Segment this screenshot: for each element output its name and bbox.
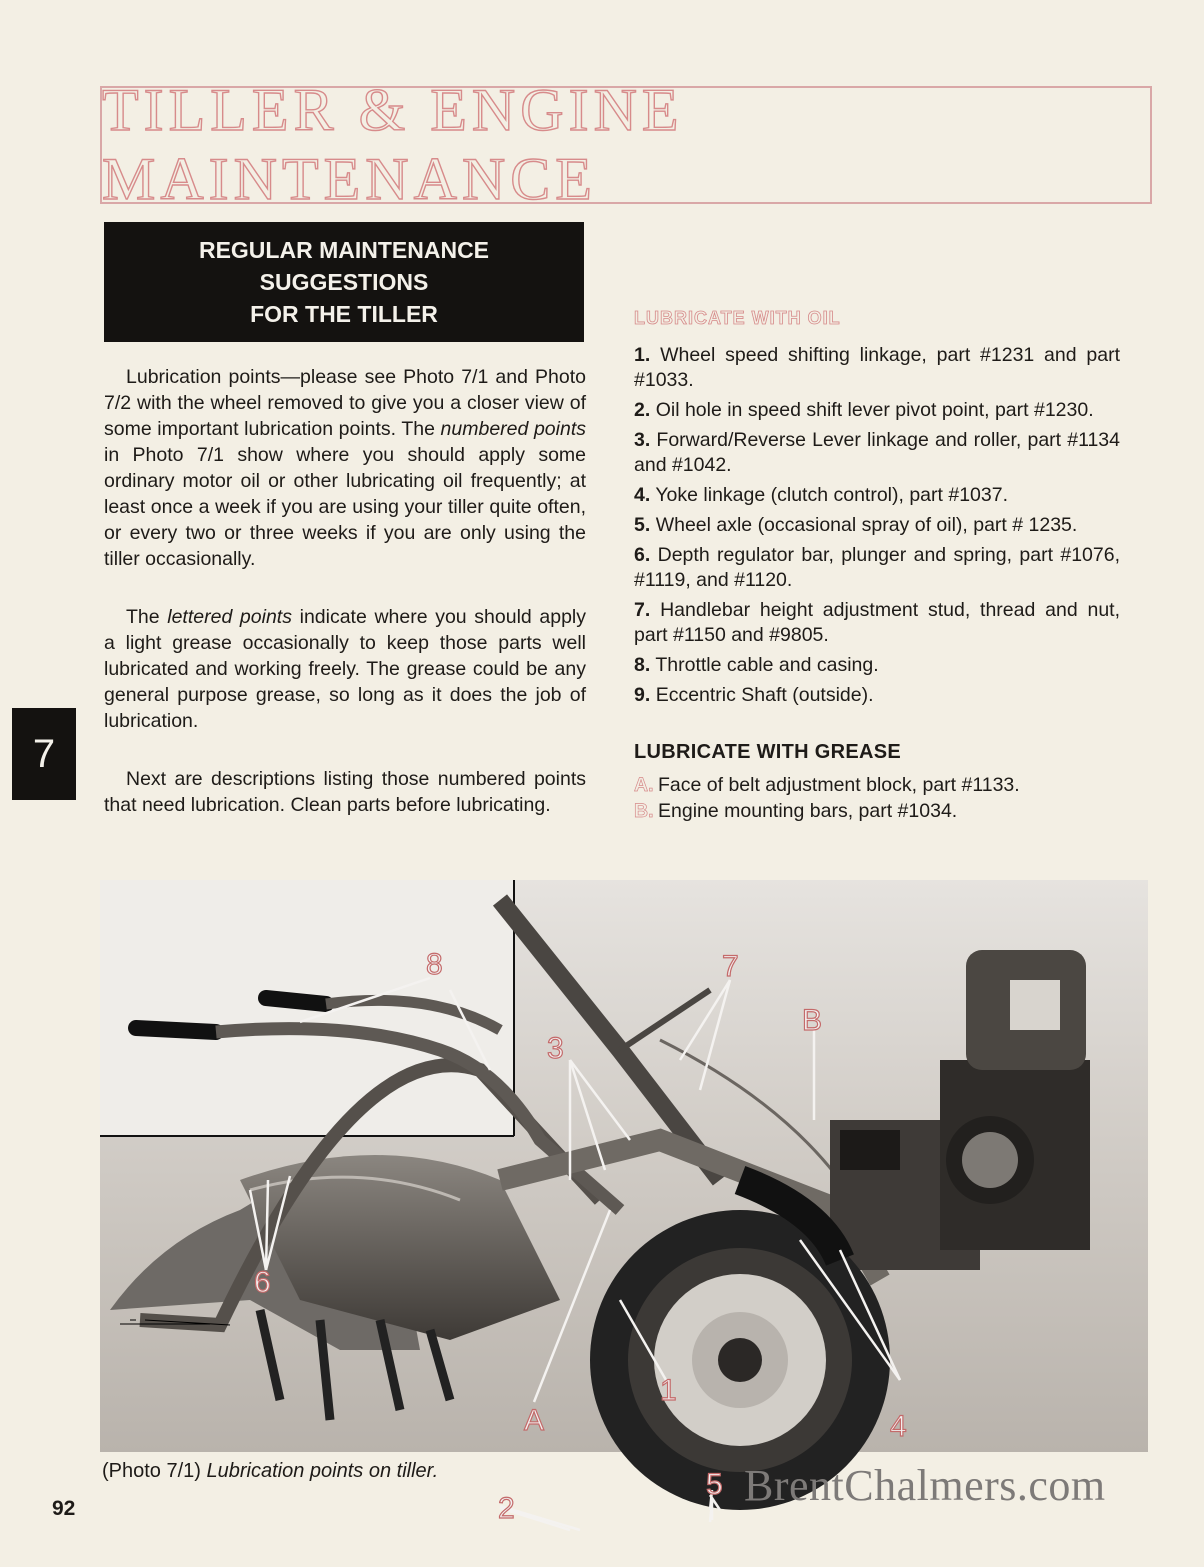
grease-list: [634, 773, 1120, 824]
oil-item-number: 3.: [634, 429, 651, 451]
caption-prefix: (Photo 7/1): [102, 1460, 207, 1482]
oil-item-text: Eccentric Shaft (outside).: [655, 684, 874, 706]
paragraph-2-em: lettered points: [167, 606, 292, 628]
grease-item-letter: A.: [634, 774, 654, 796]
section-heading-box: [104, 222, 584, 342]
oil-heading: LUBRICATE WITH OIL: [634, 308, 841, 328]
oil-item-text: Oil hole in speed shift lever pivot point, part #1230.: [655, 399, 1094, 421]
oil-item-number: 2.: [634, 399, 651, 421]
grease-item-letter: B.: [634, 800, 654, 822]
oil-item: [634, 513, 1120, 538]
title-box: [100, 77, 1152, 212]
oil-item-number: 9.: [634, 684, 651, 706]
paragraph-1: [104, 364, 586, 572]
section-heading-line-2: SUGGESTIONS: [259, 269, 429, 295]
photo-label-3: 3: [547, 1032, 564, 1065]
grease-item: [634, 773, 1120, 798]
paragraph-1-em: numbered points: [440, 418, 586, 440]
oil-item: [634, 398, 1120, 423]
photo-label-6: 6: [254, 1266, 271, 1299]
lubrication-lists: [634, 306, 1120, 825]
photo-label-4: 4: [890, 1410, 907, 1443]
oil-item: [634, 653, 1120, 678]
oil-list: [634, 343, 1120, 708]
oil-item-number: 7.: [634, 599, 651, 621]
oil-item-text: Handlebar height adjustment stud, thread and nut, part #1150 and #9805.: [634, 599, 1120, 646]
photo-label-2: 2: [498, 1492, 515, 1525]
oil-item-text: Wheel axle (occasional spray of oil), part # 1235.: [655, 514, 1078, 536]
oil-item-number: 4.: [634, 484, 651, 506]
watermark: BrentChalmers.com: [744, 1461, 1106, 1510]
photo-label-A: A: [524, 1404, 545, 1437]
oil-item: [634, 428, 1120, 478]
grease-item: [634, 799, 1120, 824]
intro-text: [104, 364, 586, 850]
page-title: TILLER & ENGINE MAINTENANCE: [102, 77, 684, 212]
oil-item-text: Yoke linkage (clutch control), part #1037.: [655, 484, 1009, 506]
oil-item-text: Throttle cable and casing.: [655, 654, 879, 676]
chapter-tab: 7: [12, 708, 76, 800]
oil-item-text: Depth regulator bar, plunger and spring, part #1076, #1119, and #1120.: [634, 544, 1120, 591]
grease-item-text: Face of belt adjustment block, part #1133.: [658, 774, 1020, 796]
oil-item-text: Wheel speed shifting linkage, part #1231 and part #1033.: [634, 344, 1120, 391]
photo-caption: [102, 1460, 438, 1483]
oil-item-number: 1.: [634, 344, 651, 366]
oil-item-number: 5.: [634, 514, 651, 536]
photo-label-5: 5: [706, 1468, 723, 1501]
photo-label-7: 7: [722, 950, 739, 983]
oil-item-text: Forward/Reverse Lever linkage and roller, part #1134 and #1042.: [634, 429, 1120, 476]
grease-heading: LUBRICATE WITH GREASE: [634, 741, 902, 763]
photo-label-1: 1: [660, 1374, 677, 1407]
paragraph-1-a: Lubrication points—please see Photo 7/1 and Photo 7/2 with the wheel removed to give you a closer view of some important lubrication points. The: [104, 366, 586, 440]
paragraph-2: [104, 604, 586, 734]
grease-item-text: Engine mounting bars, part #1034.: [658, 800, 958, 822]
oil-item: [634, 343, 1120, 393]
paragraph-2-a: The: [126, 606, 168, 628]
oil-item-number: 6.: [634, 544, 651, 566]
page-number: 92: [52, 1497, 76, 1520]
oil-item: [634, 483, 1120, 508]
caption-italic: Lubrication points on tiller.: [206, 1460, 439, 1482]
oil-item: [634, 543, 1120, 593]
photo-label-8: 8: [426, 948, 443, 981]
oil-item-number: 8.: [634, 654, 651, 676]
paragraph-1-b: in Photo 7/1 show where you should apply some ordinary motor oil or other lubricating oil frequently; at least once a week if you are using your tiller quite often, or every two or three weeks if you are only using the tiller occasionally.: [104, 444, 586, 570]
paragraph-2-b: indicate where you should apply a light grease occasionally to keep those parts well lubricated and working freely. The grease could be any general purpose grease, so long as it does the job of lubrication.: [104, 606, 586, 732]
photo-label-B: B: [802, 1004, 823, 1037]
oil-item: [634, 683, 1120, 708]
paragraph-3: Next are descriptions listing those numbered points that need lubrication. Clean parts before lubricating.: [104, 768, 586, 816]
oil-item: [634, 598, 1120, 648]
section-heading-line-1: REGULAR MAINTENANCE: [198, 237, 490, 263]
section-heading-line-3: FOR THE TILLER: [250, 301, 438, 327]
